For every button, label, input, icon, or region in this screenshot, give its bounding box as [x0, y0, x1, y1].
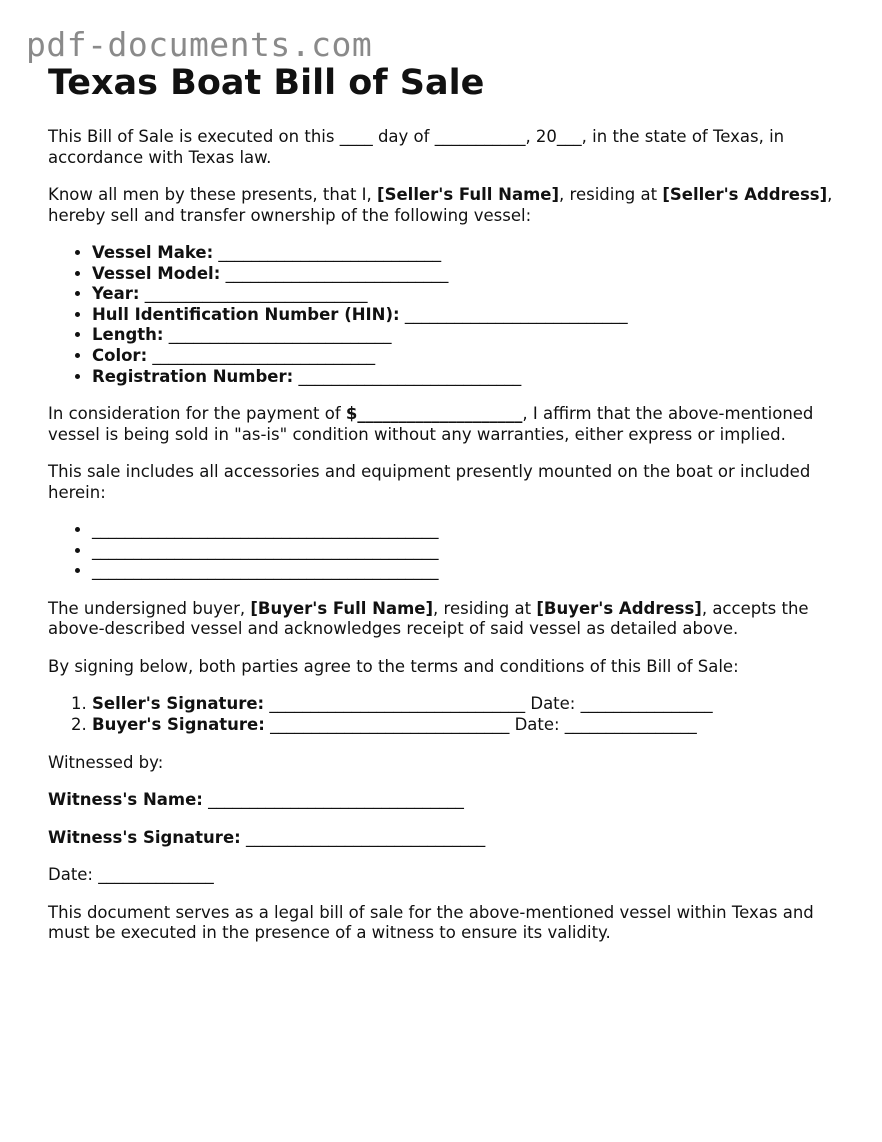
- field-label: Registration Number:: [92, 366, 294, 386]
- closing-paragraph: This document serves as a legal bill of sale for the above-mentioned vessel within Texas and must be executed in the presence of a witness to ensure its validity.: [48, 902, 814, 943]
- witness-name-blank: _______________________________: [202, 790, 464, 810]
- document-body: [48, 62, 838, 944]
- vessel-year-item: [92, 284, 838, 305]
- field-label: Length:: [92, 325, 164, 345]
- witness-signature-label: Witness's Signature:: [48, 827, 241, 847]
- signature-blank: _______________________________ Date: ________________: [264, 694, 713, 714]
- payment-text-post: , I affirm that the above-mentioned vessel is being sold in "as-is" condition without any warranties, either express or implied.: [48, 404, 814, 444]
- buyer-text-mid: , residing at: [433, 598, 537, 618]
- vessel-make-item: [92, 243, 838, 264]
- vessel-length-item: [92, 325, 838, 346]
- vessel-hin-item: [92, 305, 838, 326]
- witness-signature-blank: _____________________________: [240, 827, 486, 847]
- vessel-color-item: [92, 346, 838, 367]
- field-blank: ___________________________: [404, 304, 628, 324]
- field-blank: ___________________________: [225, 263, 449, 283]
- page-title: Texas Boat Bill of Sale: [48, 63, 485, 103]
- accessories-list: [48, 520, 838, 582]
- signature-label: Buyer's Signature:: [92, 715, 265, 735]
- vessel-registration-item: [92, 367, 838, 388]
- field-label: Hull Identification Number (HIN):: [92, 304, 400, 324]
- field-label: Color:: [92, 345, 148, 365]
- buyer-text-post: , accepts the above-described vessel and acknowledges receipt of said vessel as detailed above.: [48, 598, 809, 639]
- field-blank: ___________________________: [144, 284, 368, 304]
- field-label: Year:: [92, 284, 140, 304]
- seller-paragraph: [48, 185, 838, 226]
- field-blank: ___________________________: [168, 325, 392, 345]
- accessories-paragraph: This sale includes all accessories and equipment presently mounted on the boat or included herein:: [48, 462, 811, 502]
- buyer-address-placeholder: [Buyer's Address]: [536, 598, 702, 618]
- buyer-text-pre: The undersigned buyer,: [48, 598, 251, 618]
- signature-blank: _____________________________ Date: ________________: [264, 715, 697, 735]
- seller-address-placeholder: [Seller's Address]: [662, 185, 828, 204]
- field-blank: ___________________________: [298, 366, 522, 386]
- field-label: Vessel Make:: [92, 243, 214, 262]
- witness-name-line: [48, 790, 838, 811]
- field-blank: ___________________________: [152, 345, 376, 365]
- signatures-list: [48, 694, 838, 735]
- field-blank: ___________________________: [218, 243, 442, 262]
- seller-text-pre: Know all men by these presents, that I,: [48, 185, 378, 204]
- agreement-paragraph: By signing below, both parties agree to the terms and conditions of this Bill of Sale:: [48, 656, 739, 676]
- witnessed-by: Witnessed by:: [48, 752, 164, 772]
- seller-signature-item: [92, 694, 838, 715]
- seller-text-post: , hereby sell and transfer ownership of the following vessel:: [48, 185, 833, 225]
- date-line: Date: ______________: [48, 865, 214, 885]
- signature-label: Seller's Signature:: [92, 694, 265, 714]
- witness-name-label: Witness's Name:: [48, 790, 203, 810]
- payment-amount-blank: $____________________: [345, 404, 523, 424]
- seller-name-placeholder: [Seller's Full Name]: [377, 185, 560, 204]
- accessory-item: • __________________________________________: [92, 520, 838, 541]
- buyer-name-placeholder: [Buyer's Full Name]: [250, 598, 434, 618]
- intro-paragraph: This Bill of Sale is executed on this ____ day of ___________, 20___, in the state of Texas, in accordance with Texas law.: [48, 127, 785, 167]
- seller-text-mid: , residing at: [559, 185, 663, 204]
- vessel-model-item: [92, 264, 838, 285]
- buyer-paragraph: [48, 599, 838, 640]
- buyer-signature-item: [92, 715, 838, 736]
- accessory-item: • __________________________________________: [92, 541, 838, 562]
- vessel-details-list: [48, 243, 838, 387]
- field-label: Vessel Model:: [92, 263, 221, 283]
- watermark: pdf-documents.com: [26, 25, 373, 64]
- witness-signature-line: [48, 828, 838, 849]
- payment-paragraph: [48, 404, 838, 445]
- accessory-item: • __________________________________________: [92, 561, 838, 582]
- payment-text-pre: In consideration for the payment of: [48, 404, 346, 424]
